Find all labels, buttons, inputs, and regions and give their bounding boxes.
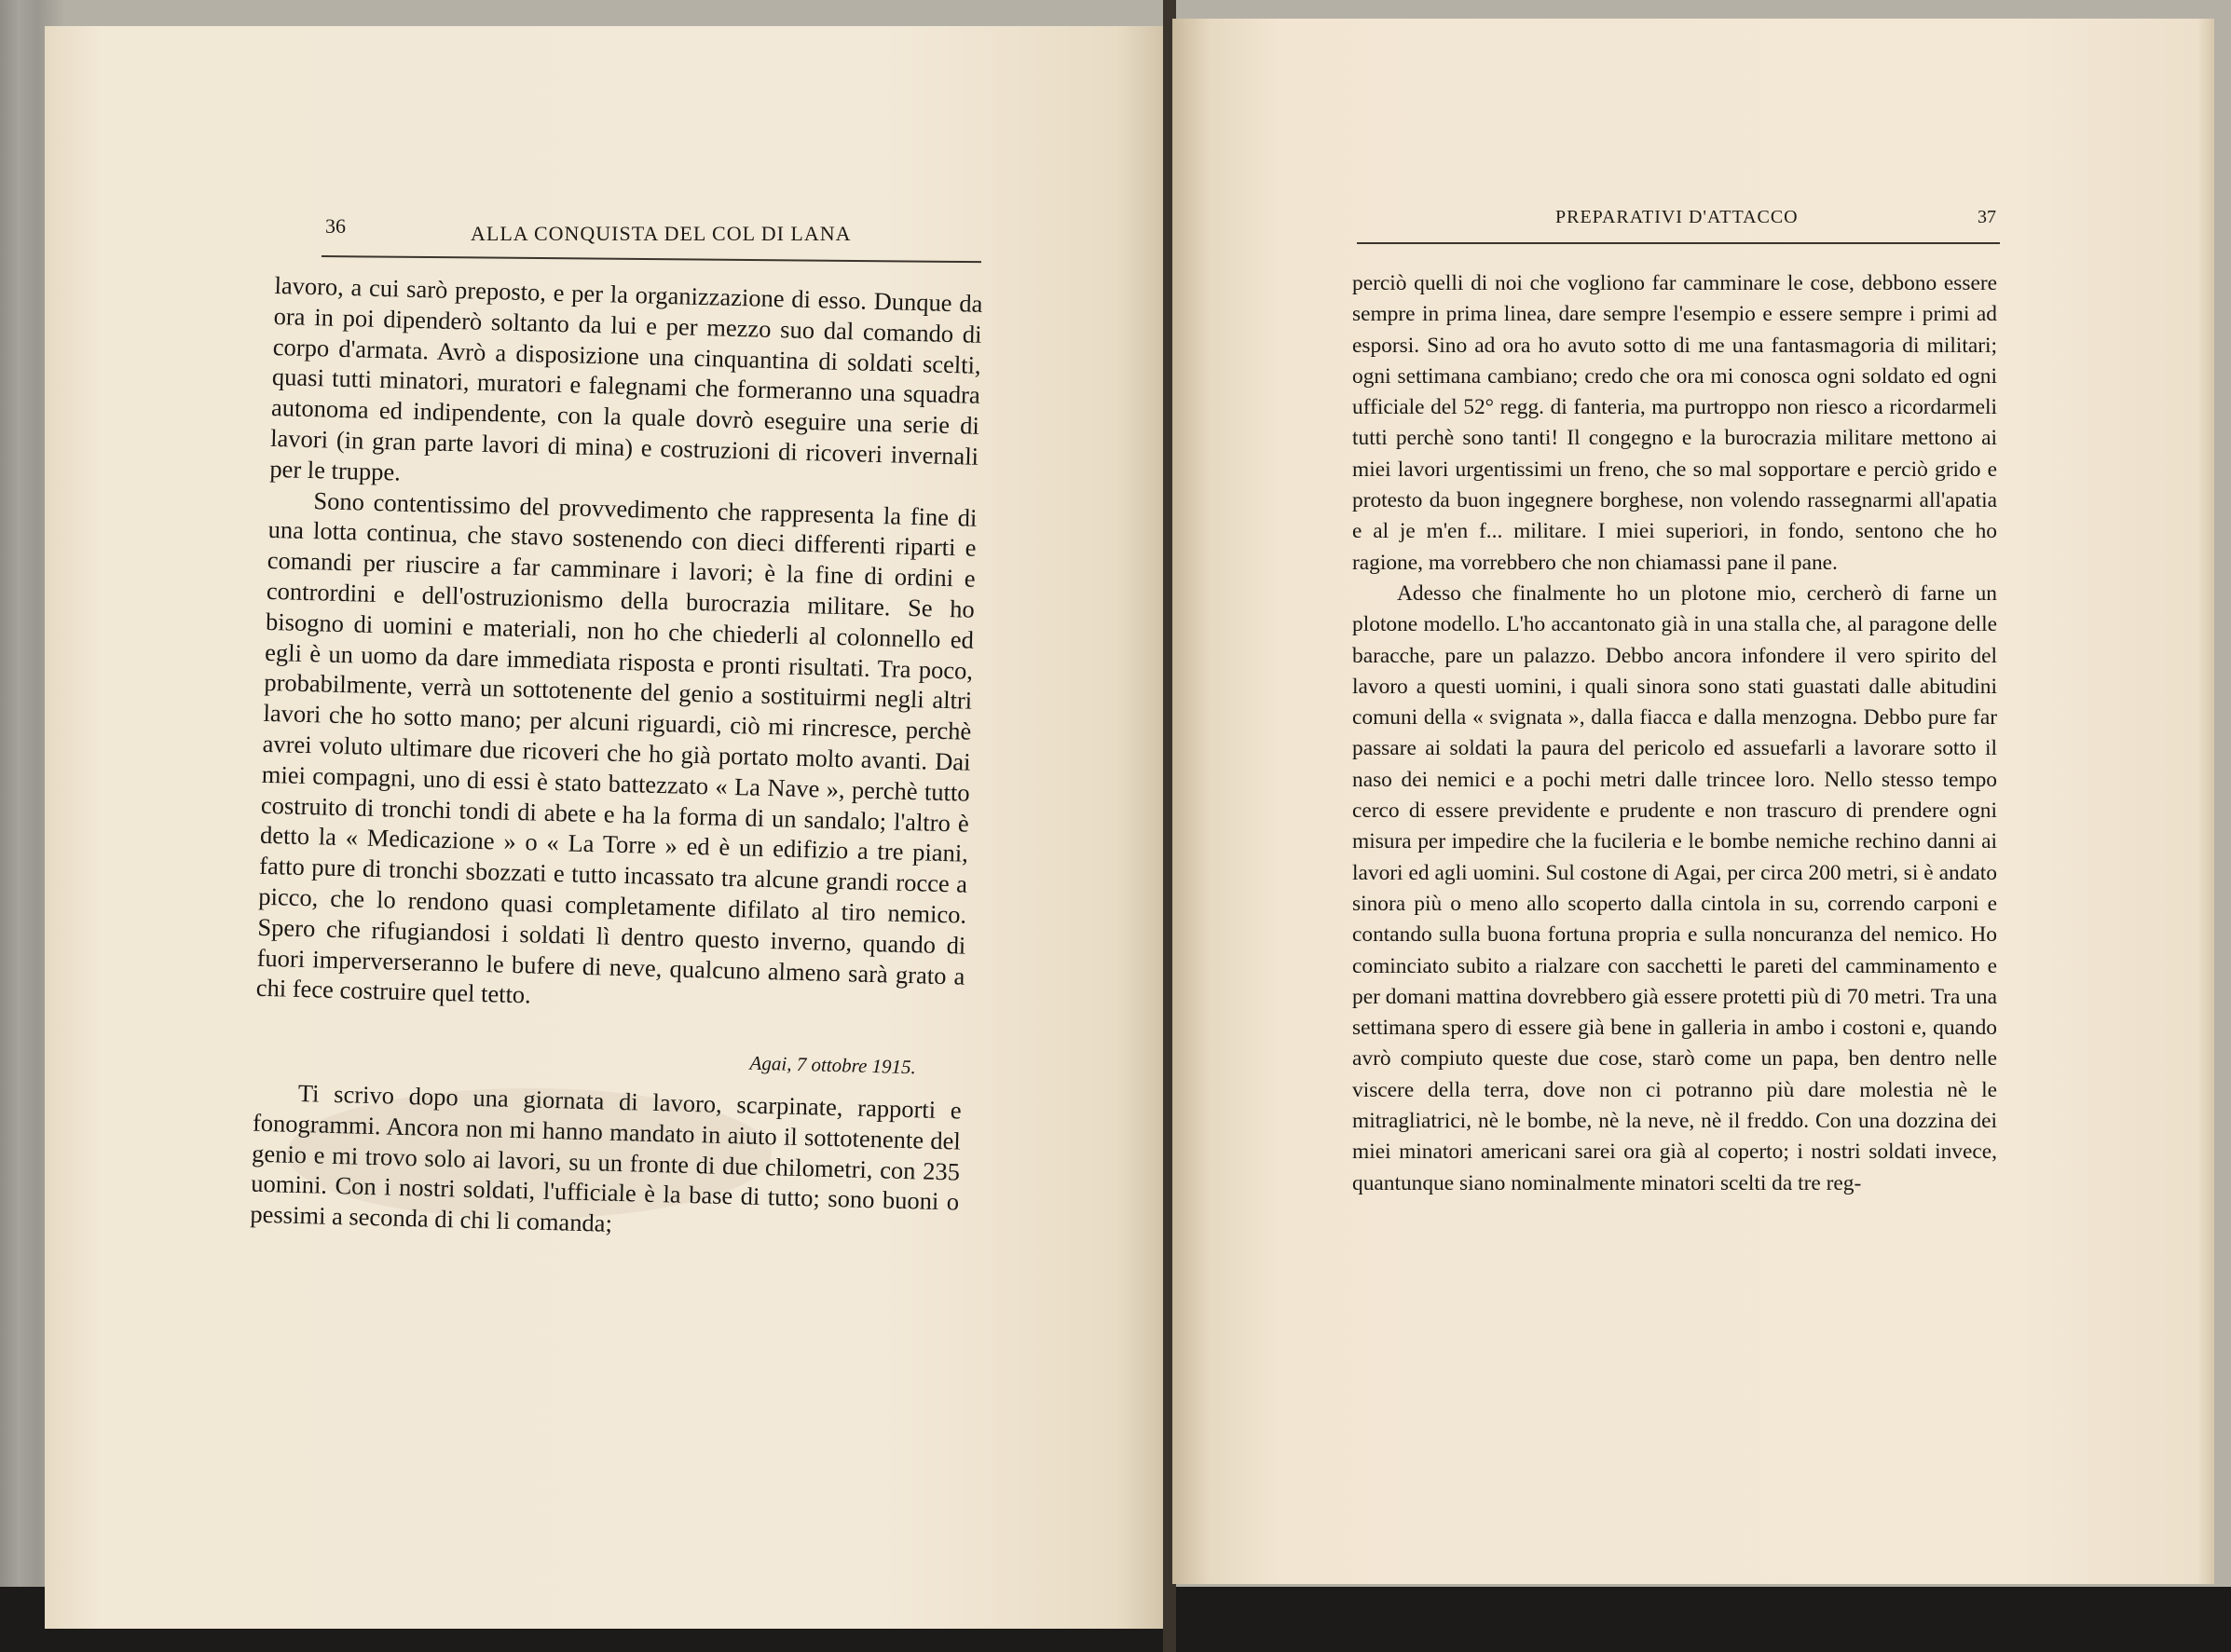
dateline: Agai, 7 ottobre 1915. [749, 1051, 917, 1079]
right-page-number: 37 [1978, 207, 1996, 227]
left-running-head: ALLA CONQUISTA DEL COL DI LANA [471, 222, 852, 245]
paragraph: Sono contentissimo del provvedimento che rappresenta la fine di una lotta continua, che stavo sostenendo con dieci differenti riparti e comandi per riuscire a far camminare i lavori; è la fine di ordini e contrordini e dell'ostruzionismo della burocrazia militare. Se ho bisogno di uomini e materiali, non ho che chiederli al colonnello ed egli è un uomo da dare immediata risposta e pronti risultati. Tra poco, probabilmente, verrà un sottotenente del genio a sostituirmi negli altri lavori che ho sotto mano; per alcuni riguardi, ciò mi rincresce, perchè avrei voluto ultimare due ricoveri che ho già portato molto avanti. Dai miei compagni, uno di essi è stato battezzato « La Nave », perchè tutto costruito di tronchi tondi di abete e ha la forma di un sandalo; l'altro è detto la « Medicazione » o « La Torre » ed è un edifizio a tre piani, fatto pure di tronchi sbozzati e tutto incassato tra alcune grandi rocce a picco, che lo rendono quasi completamente difilato al tiro nemico. Spero che rifugiandosi i soldati lì dentro questo inverno, quando di fuori imperverseranno le bufere di neve, qualcuno almeno sarà grato a chi fece costruire quel tetto. [255, 485, 978, 1009]
paragraph: Ti scrivo dopo una giornata di lavoro, scarpinate, rapporti e fonogrammi. Ancora non mi hanno mandato in aiuto il sottotenente del genio e mi trovo solo ai lavori, su un fronte di due chilometri, con 235 uomini. Con i nostri soldati, l'ufficiale è la base di tutto; sono buoni o pessimi a seconda di chi li comanda; [250, 1078, 963, 1237]
right-running-head: PREPARATIVI D'ATTACCO [1555, 207, 1799, 227]
paragraph: perciò quelli di noi che vogliono far camminare le cose, debbono essere sempre in prima linea, dare sempre l'esempio e essere sempre i primi ad esporsi. Sino ad ora ho avuto sotto di me una fantasmagoria di militari; ogni settimana cambiano; credo che ora mi conosca ogni soldato ed ogni ufficiale del 52° regg. di fanteria, ma purtroppo non riesco a ricordarmeli tutti perchè sono tanti! Il congegno e la burocrazia militare mettono ai miei lavori urgentissimi un freno, che so mal sopportare e perciò grido e protesto da buon ingegnere borghese, non volendo rassegnarmi all'apatia e al je m'en f... militare. I miei superiori, in fondo, sentono che ho ragione, ma vorrebbero che non chiamassi pane il pane. [1352, 271, 1997, 575]
left-page-text [250, 270, 983, 1248]
paragraph: lavoro, a cui sarò preposto, e per la organizzazione di esso. Dunque da ora in poi dipenderò soltanto da lui e per mezzo suo dal comando di corpo d'armata. Avrò a disposizione una cinquantina di soldati scelti, quasi tutti minatori, muratori e falegnami che formeranno una squadra autonoma ed indipendente, con la quale dovrò eseguire una serie di lavori (in gran parte lavori di mina) e costruzioni di ricoveri invernali per le truppe. [269, 270, 983, 486]
paragraph: Adesso che finalmente ho un plotone mio, cercherò di farne un plotone modello. L'ho accantonato già in una stalla che, al paragone delle baracche, pare un palazzo. Debbo ancora infondere il vero spirito del lavoro a questi uomini, i quali sinora sono stati guastati dalle abitudini comuni della « svignata », dalla fiacca e dalla menzogna. Debbo pure far passare ai soldati la paura del pericolo ed assuefarli a lavorare sotto il naso dei nemici e a pochi metri dalle trincee loro. Nello stesso tempo cerco di essere previdente e prudente e non trascuro di prendere ogni misura per impedire che la fucileria e le bombe nemiche rechino danni ai lavori ed agli uomini. Sul costone di Agai, per circa 200 metri, si è andato sinora più o meno allo scoperto dalla cintola in su, correndo carponi e contando sulla buona fortuna propria e sulla noncuranza del nemico. Ho cominciato subito a rialzare con sacchetti le pareti del camminamento e per domani mattina dovrebbero già essere protetti più di 70 metri. Tra una settimana spero di essere già bene in galleria in ambo i costoni e, quando avrò compiuto queste due cose, starò come un papa, ben dentro nelle viscere della terra, dove non ci potranno più dare molestia nè le mitragliatrici, nè le bombe, nè la neve, nè il freddo. Con una dozzina dei miei minatori americani sarei ora già al coperto; i nostri soldati invece, quantunque siano nominalmente minatori scelti da tre reg- [1352, 580, 1997, 1195]
left-page-number: 36 [325, 214, 346, 238]
right-head-rule [1357, 242, 2000, 244]
right-page-text [1352, 268, 1997, 1199]
